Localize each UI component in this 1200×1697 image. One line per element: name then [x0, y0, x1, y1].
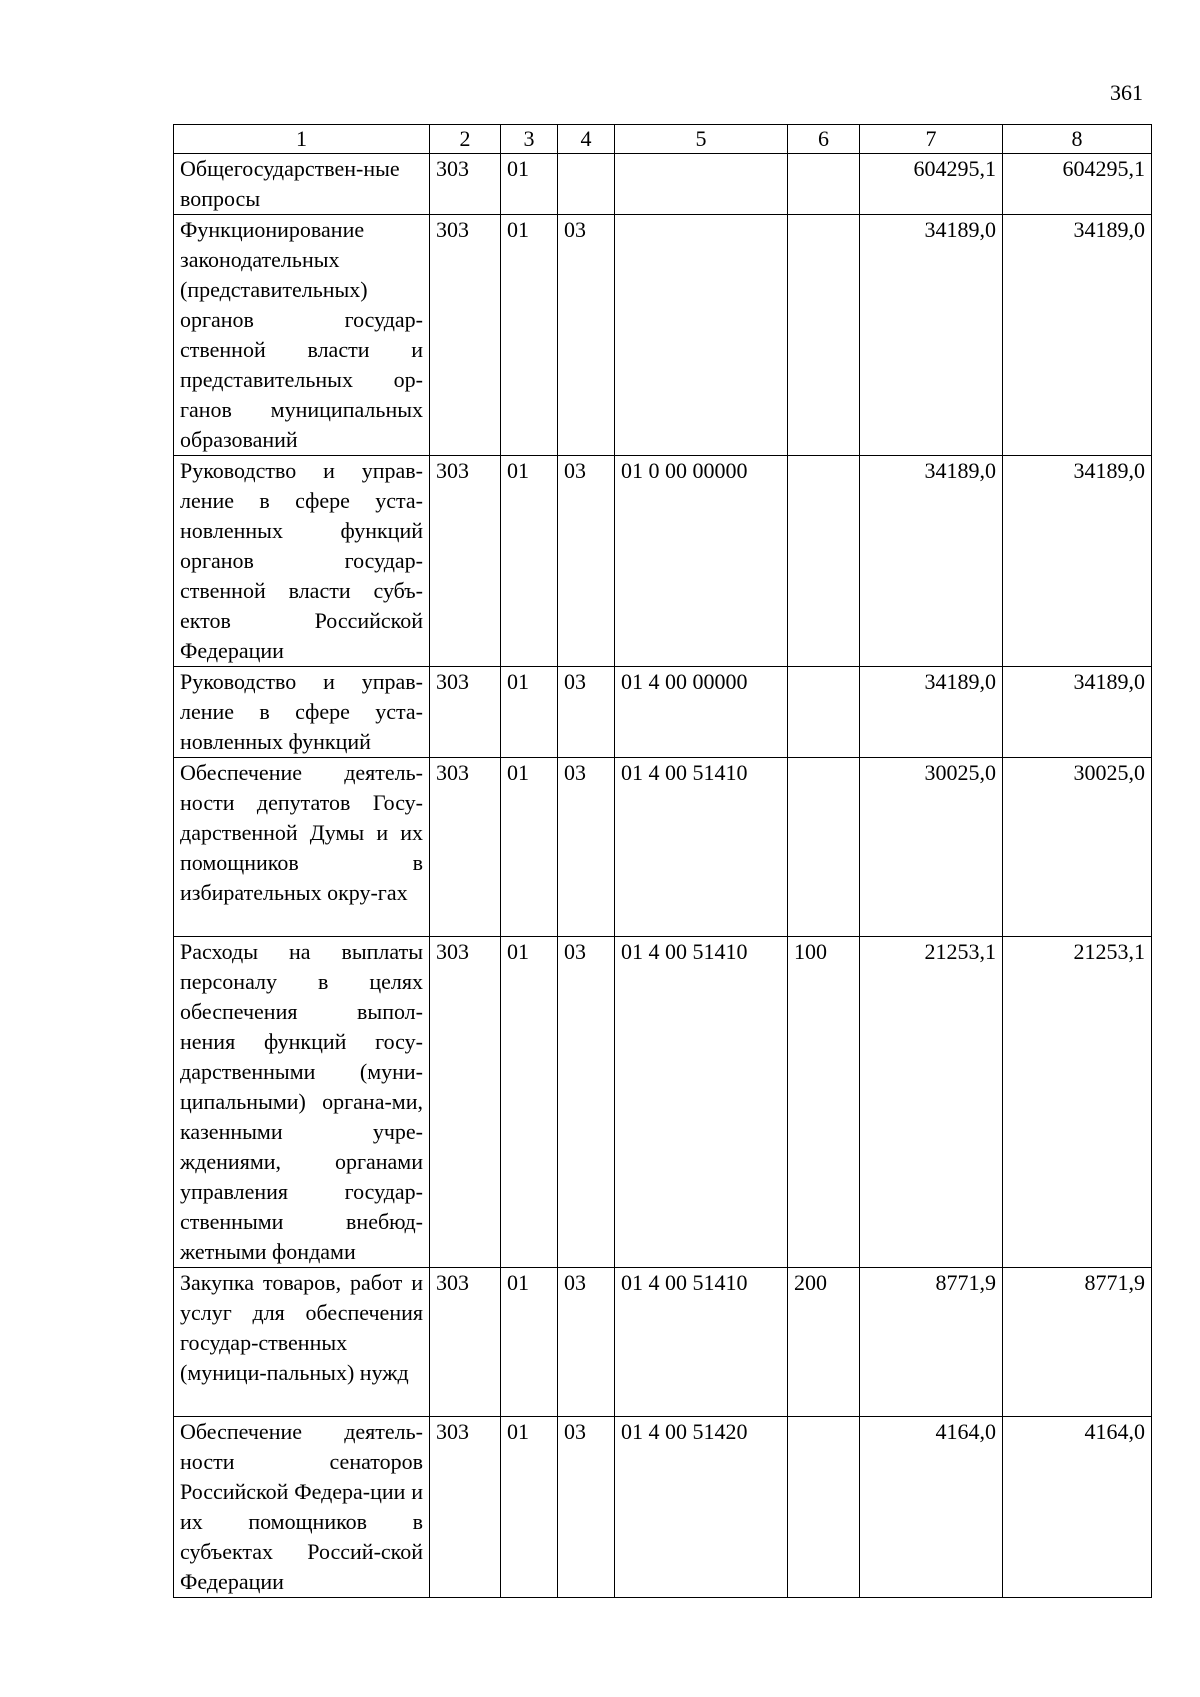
admin-code-cell: 303 — [430, 215, 501, 456]
page-number: 361 — [1110, 80, 1143, 105]
table-row — [174, 1268, 1152, 1417]
amount-cell: 604295,1 — [1003, 154, 1152, 215]
column-header: 7 — [860, 125, 1003, 154]
expense-type-cell — [788, 667, 860, 758]
target-article-cell — [615, 215, 788, 456]
target-article-cell: 01 4 00 00000 — [615, 667, 788, 758]
item-name-cell: Обеспечение деятель-ности сенаторов Российской Федера-ции и их помощников в субъектах Россий-ской Федерации — [174, 1417, 430, 1598]
subsection-code-cell: 03 — [558, 937, 615, 1268]
section-code-cell: 01 — [501, 937, 558, 1268]
amount-cell: 21253,1 — [860, 937, 1003, 1268]
amount-cell: 34189,0 — [1003, 215, 1152, 456]
column-header: 2 — [430, 125, 501, 154]
column-header: 5 — [615, 125, 788, 154]
admin-code-cell: 303 — [430, 154, 501, 215]
expense-type-cell — [788, 758, 860, 937]
subsection-code-cell: 03 — [558, 215, 615, 456]
item-name-cell: Руководство и управ-ление в сфере уста-новленных функций органов государ-ственной власти субъ-ектов Российской Федерации — [174, 456, 430, 667]
admin-code-cell: 303 — [430, 937, 501, 1268]
subsection-code-cell: 03 — [558, 1417, 615, 1598]
admin-code-cell: 303 — [430, 667, 501, 758]
section-code-cell: 01 — [501, 456, 558, 667]
column-header: 3 — [501, 125, 558, 154]
amount-cell: 34189,0 — [1003, 456, 1152, 667]
table-row — [174, 667, 1152, 758]
expense-type-cell: 100 — [788, 937, 860, 1268]
target-article-cell: 01 4 00 51420 — [615, 1417, 788, 1598]
section-code-cell: 01 — [501, 215, 558, 456]
amount-cell: 34189,0 — [860, 667, 1003, 758]
section-code-cell: 01 — [501, 154, 558, 215]
table-row — [174, 154, 1152, 215]
expense-type-cell — [788, 1417, 860, 1598]
column-header: 1 — [174, 125, 430, 154]
item-name-cell: Закупка товаров, работ и услуг для обеспечения государ-ственных (муници-пальных) нужд — [174, 1268, 430, 1417]
subsection-code-cell: 03 — [558, 667, 615, 758]
target-article-cell: 01 4 00 51410 — [615, 758, 788, 937]
amount-cell: 34189,0 — [860, 456, 1003, 667]
admin-code-cell: 303 — [430, 456, 501, 667]
amount-cell: 8771,9 — [1003, 1268, 1152, 1417]
target-article-cell: 01 4 00 51410 — [615, 1268, 788, 1417]
amount-cell: 4164,0 — [1003, 1417, 1152, 1598]
expense-type-cell — [788, 456, 860, 667]
subsection-code-cell: 03 — [558, 1268, 615, 1417]
amount-cell: 8771,9 — [860, 1268, 1003, 1417]
amount-cell: 34189,0 — [860, 215, 1003, 456]
admin-code-cell: 303 — [430, 1417, 501, 1598]
target-article-cell — [615, 154, 788, 215]
item-name-cell: Расходы на выплаты персоналу в целях обеспечения выпол-нения функций госу-дарственными (муни-ципальными) органа-ми, казенными учре-ждениями, органами управления государ-ственными внебюд-жетными фондами — [174, 937, 430, 1268]
item-name-cell: Обеспечение деятель-ности депутатов Госу-дарственной Думы и их помощников в избирательных окру-гах — [174, 758, 430, 937]
section-code-cell: 01 — [501, 1417, 558, 1598]
table-row — [174, 1417, 1152, 1598]
amount-cell: 30025,0 — [860, 758, 1003, 937]
amount-cell: 21253,1 — [1003, 937, 1152, 1268]
item-name-cell: Общегосударствен-ные вопросы — [174, 154, 430, 215]
column-header: 6 — [788, 125, 860, 154]
target-article-cell: 01 4 00 51410 — [615, 937, 788, 1268]
amount-cell: 4164,0 — [860, 1417, 1003, 1598]
subsection-code-cell: 03 — [558, 758, 615, 937]
section-code-cell: 01 — [501, 1268, 558, 1417]
admin-code-cell: 303 — [430, 758, 501, 937]
target-article-cell: 01 0 00 00000 — [615, 456, 788, 667]
admin-code-cell: 303 — [430, 1268, 501, 1417]
expense-type-cell — [788, 215, 860, 456]
table-row — [174, 758, 1152, 937]
subsection-code-cell — [558, 154, 615, 215]
item-name-cell: Функционирование законодательных (представительных) органов государ-ственной власти и представительных ор-ганов муниципальных образований — [174, 215, 430, 456]
section-code-cell: 01 — [501, 758, 558, 937]
column-header: 4 — [558, 125, 615, 154]
expense-type-cell — [788, 154, 860, 215]
budget-table — [173, 124, 1152, 1598]
amount-cell: 30025,0 — [1003, 758, 1152, 937]
table-row — [174, 215, 1152, 456]
expense-type-cell: 200 — [788, 1268, 860, 1417]
amount-cell: 34189,0 — [1003, 667, 1152, 758]
table-row — [174, 937, 1152, 1268]
item-name-cell: Руководство и управ-ление в сфере уста-новленных функций — [174, 667, 430, 758]
subsection-code-cell: 03 — [558, 456, 615, 667]
table-row — [174, 456, 1152, 667]
section-code-cell: 01 — [501, 667, 558, 758]
amount-cell: 604295,1 — [860, 154, 1003, 215]
table-header-row — [174, 125, 1152, 154]
column-header: 8 — [1003, 125, 1152, 154]
